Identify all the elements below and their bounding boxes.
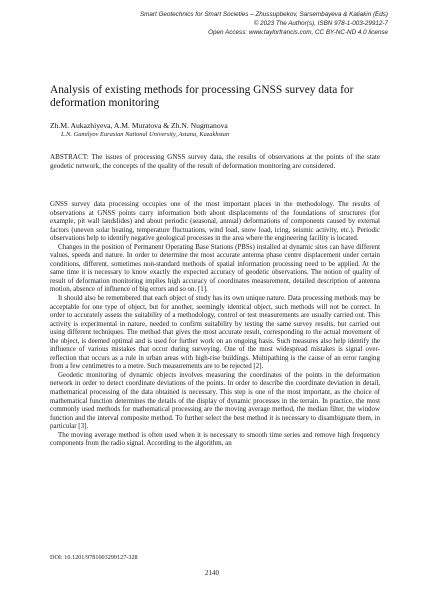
author-affiliation: L.N. Gumilyov Eurasian National University, Astana, Kazakhstan	[61, 131, 230, 138]
body-paragraph: It should also be remembered that each object of study has its own unique nature. Data processing methods may be acceptable for one type of object, but for another, seemingly identical object, such methods will not be correct. In order to accurately assess the suitability of a methodology, control or test measurements are usually carried out. This activity is experimental in nature, needed to confirm suitability by testing the same survey results, but carried out using different techniques. The method that gives the most accurate result, corresponding to the actual movement of the object, is deemed optimal and is used for further work on an ongoing basis. Such measures also help identify the influence of various mistakes that occur during surveying. One of the most widespread mistakes is signal over-reflection that occurs as a rule in urban areas with high-rise buildings. Multipathing is the cause of an error ranging from a few centimetres to a metre. Such measurements are to be rejected [2].	[50, 294, 380, 371]
header-editors-line: Smart Geotechnics for Smart Societies – Zhussupbekov, Sarsembayeva & Kaliakin (Eds)	[139, 11, 388, 18]
body-paragraph: Geodetic monitoring of dynamic objects involves measuring the coordinates of the points in the deformation network in order to detect coordinate deviations of the points. In order to describe the coordinate deviation in detail, mathematical processing of the data obtained is necessary. This step is one of the most important, as the choice of mathematical function determines the details of the display of dynamic processes in the terrain. In practice, the most commonly used methods for mathematical processing are the moving average method, the median filter, the window function and the interval composite method. To further select the best method it is necessary to disambiguate them, in particular [3].	[50, 370, 380, 431]
header-copyright-line: © 2023 The Author(s), ISBN 978-1-003-29912-7	[253, 20, 388, 28]
page-number: 2140	[205, 569, 219, 577]
body-paragraph: The moving average method is often used when it is necessary to smooth time series and remove high frequency components from the radio signal. According to the algorithm, an	[50, 430, 380, 448]
author-list: Zh.M. Aukazhiyeva, A.M. Muratova & Zh.N. Nugmanova	[50, 121, 228, 130]
running-header	[48, 10, 388, 38]
body-paragraph: GNSS survey data processing occupies one of the most important places in the methodology. The results of observations at GNSS points carry information both about displacements of the foundations of structures (for example, pit wall landslides) and about periodic (seasonal, annual) deformations of components caused by external factors (uneven solar heating, temperature fluctuations, wind load, snow load, icing, seismic activity, etc.). Periodic observations help to identify negative geological processes in the area where the engineering facility is located.	[50, 200, 380, 243]
header-license-line: Open Access: www.taylorfrancis.com, CC BY-NC-ND 4.0 license	[208, 29, 388, 37]
body-text	[50, 200, 380, 448]
abstract	[50, 153, 380, 172]
abstract-text: The issues of processing GNSS survey data, the results of observations at the points of the state geodetic network, the concepts of the quality of the result of deformation monitoring are considered.	[50, 153, 380, 171]
abstract-label: ABSTRACT:	[50, 153, 89, 161]
body-paragraph: Changes in the position of Permanent Operating Base Stations (PBSs) installed at dynamic sites can have different values, speeds and nature. In order to determine the most accurate antenna phase centre displacement under certain conditions, different, sometimes non-standard methods of spatial information processing need to be applied. At the same time it is necessary to know exactly the expected accuracy of geodetic observations. The notion of quality of result of deformation monitoring implies high accuracy of coordinates measurement, detailed description of antenna motion, absence of influence of big errors and so on. [1].	[50, 242, 380, 294]
doi-footer: DOI: 10.1201/9781003299127-328	[50, 554, 138, 561]
paper-title: Analysis of existing methods for processing GNSS survey data for deformation monitoring	[50, 84, 354, 110]
